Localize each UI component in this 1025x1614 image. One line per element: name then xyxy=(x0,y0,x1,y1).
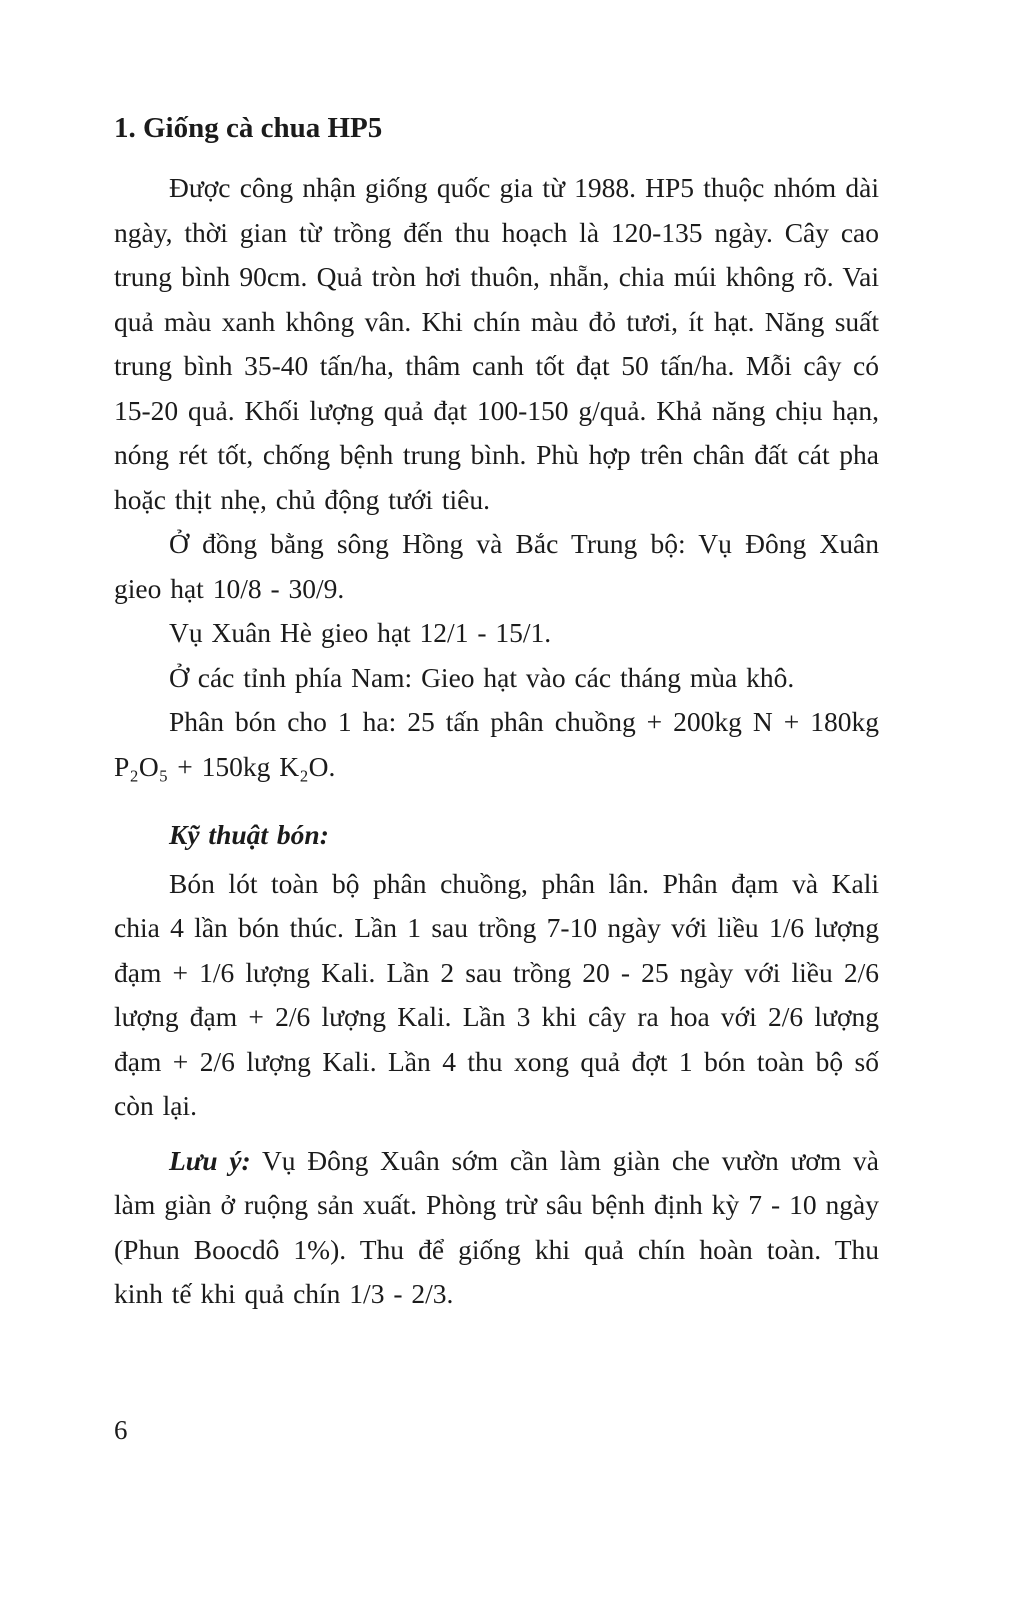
note-label: Lưu ý: xyxy=(169,1144,251,1176)
page-number: 6 xyxy=(114,1415,128,1445)
paragraph-note xyxy=(114,1139,879,1317)
section-heading: 1. Giống cà chua HP5 xyxy=(114,112,383,144)
paragraph-season-south: Ở các tỉnh phía Nam: Gieo hạt vào các tháng mùa khô. xyxy=(169,661,795,693)
paragraph-fertilizer: Phân bón cho 1 ha: 25 tấn phân chuồng + 200kg N + 180kg P₂O₅ + 150kg K₂O. xyxy=(114,706,879,782)
paragraph-season-north: Ở đồng bằng sông Hồng và Bắc Trung bộ: Vụ Đông Xuân gieo hạt 10/8 - 30/9. xyxy=(114,528,879,604)
subsection-heading: Kỹ thuật bón: xyxy=(169,819,329,850)
paragraph-season-spring: Vụ Xuân Hè gieo hạt 12/1 - 15/1. xyxy=(169,617,552,648)
note-text: Vụ Đông Xuân sớm cần làm giàn che vườn ươm và làm giàn ở ruộng sản xuất. Phòng trừ sâu bệnh định kỳ 7 - 10 ngày (Phun Boocdô 1%). Thu để giống khi quả chín hoàn toàn. Thu kinh tế khi quả chín 1/3 - 2/3. xyxy=(114,1144,879,1309)
paragraph-intro: Được công nhận giống quốc gia từ 1988. HP5 thuộc nhóm dài ngày, thời gian từ trồng đến thu hoạch là 120-135 ngày. Cây cao trung bình 90cm. Quả tròn hơi thuôn, nhẵn, chia múi không rõ. Vai quả màu xanh không vân. Khi chín màu đỏ tươi, ít hạt. Năng suất trung bình 35-40 tấn/ha, thâm canh tốt đạt 50 tấn/ha. Mỗi cây có 15-20 quả. Khối lượng quả đạt 100-150 g/quả. Khả năng chịu hạn, nóng rét tốt, chống bệnh trung bình. Phù hợp trên chân đất cát pha hoặc thịt nhẹ, chủ động tưới tiêu. xyxy=(114,172,879,515)
paragraph-technique: Bón lót toàn bộ phân chuồng, phân lân. Phân đạm và Kali chia 4 lần bón thúc. Lần 1 sau trồng 7-10 ngày với liều 1/6 lượng đạm + 1/6 lượng Kali. Lần 2 sau trồng 20 - 25 ngày với liều 2/6 lượng đạm + 2/6 lượng Kali. Lần 3 khi cây ra hoa với 2/6 lượng đạm + 2/6 lượng Kali. Lần 4 thu xong quả đợt 1 bón toàn bộ số còn lại. xyxy=(114,867,879,1121)
